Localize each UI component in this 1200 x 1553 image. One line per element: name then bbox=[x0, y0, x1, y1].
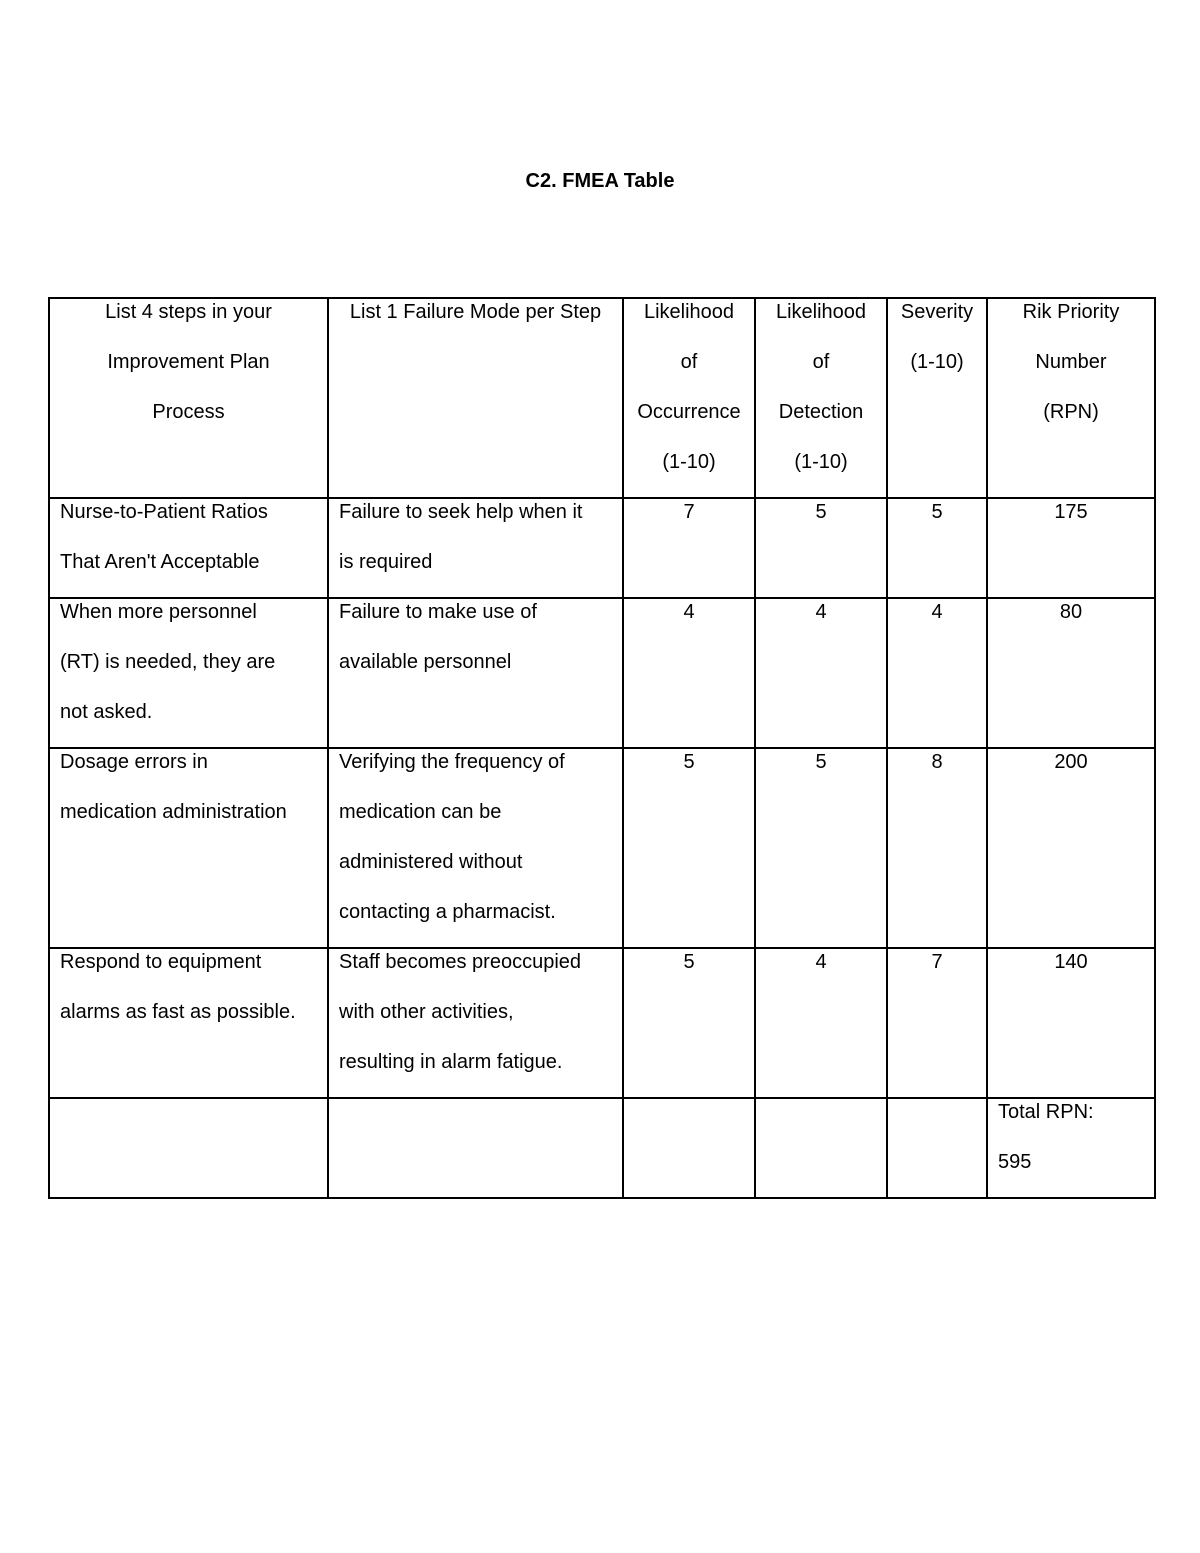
failure-mode-cell bbox=[328, 598, 623, 748]
header-occurrence-line: Likelihood bbox=[643, 301, 735, 323]
step-cell bbox=[49, 598, 328, 748]
step-line: Nurse-to-Patient Ratios bbox=[60, 501, 268, 523]
header-steps bbox=[49, 298, 328, 498]
detection-cell bbox=[755, 498, 887, 598]
failure-mode-line: medication can be bbox=[339, 801, 502, 823]
rpn-cell bbox=[987, 948, 1155, 1098]
step-line: Respond to equipment bbox=[60, 951, 262, 973]
failure-mode-line: contacting a pharmacist. bbox=[339, 901, 556, 923]
occurrence-cell bbox=[623, 748, 755, 948]
step-cell bbox=[49, 748, 328, 948]
rpn-value: 200 bbox=[1054, 751, 1088, 773]
step-line: That Aren't Acceptable bbox=[60, 551, 260, 573]
step-line: not asked. bbox=[60, 701, 153, 723]
header-rpn bbox=[987, 298, 1155, 498]
step-line: Dosage errors in bbox=[60, 751, 208, 773]
failure-mode-cell bbox=[328, 498, 623, 598]
severity-cell bbox=[887, 498, 987, 598]
severity-value: 5 bbox=[931, 501, 943, 523]
occurrence-cell bbox=[623, 948, 755, 1098]
header-failure-mode bbox=[328, 298, 623, 498]
failure-mode-cell bbox=[328, 948, 623, 1098]
empty-cell bbox=[887, 1098, 987, 1198]
step-cell bbox=[49, 948, 328, 1098]
header-steps-line: Process bbox=[152, 401, 225, 423]
header-steps-line: Improvement Plan bbox=[107, 351, 270, 373]
step-line: medication administration bbox=[60, 801, 287, 823]
total-rpn-value: 595 bbox=[998, 1151, 1032, 1173]
failure-mode-line: with other activities, bbox=[339, 1001, 514, 1023]
occurrence-value: 5 bbox=[683, 751, 695, 773]
empty-cell bbox=[623, 1098, 755, 1198]
header-detection-line: (1-10) bbox=[794, 451, 848, 473]
total-rpn-label: Total RPN: bbox=[998, 1101, 1094, 1123]
rpn-value: 140 bbox=[1054, 951, 1088, 973]
rpn-cell bbox=[987, 498, 1155, 598]
failure-mode-line: Failure to seek help when it bbox=[339, 501, 583, 523]
header-failure-mode-line: List 1 Failure Mode per Step bbox=[349, 301, 602, 323]
header-occurrence-line: (1-10) bbox=[662, 451, 716, 473]
detection-value: 4 bbox=[815, 951, 827, 973]
step-line: When more personnel bbox=[60, 601, 257, 623]
rpn-value: 80 bbox=[1059, 601, 1083, 623]
occurrence-value: 4 bbox=[683, 601, 695, 623]
table-row bbox=[49, 498, 1155, 598]
occurrence-cell bbox=[623, 498, 755, 598]
severity-cell bbox=[887, 598, 987, 748]
detection-cell bbox=[755, 948, 887, 1098]
rpn-cell bbox=[987, 598, 1155, 748]
rpn-value: 175 bbox=[1054, 501, 1088, 523]
failure-mode-line: Staff becomes preoccupied bbox=[339, 951, 582, 973]
occurrence-value: 7 bbox=[683, 501, 695, 523]
failure-mode-line: resulting in alarm fatigue. bbox=[339, 1051, 563, 1073]
header-detection-line: of bbox=[812, 351, 830, 373]
severity-value: 8 bbox=[931, 751, 943, 773]
header-steps-line: List 4 steps in your bbox=[105, 301, 272, 323]
occurrence-value: 5 bbox=[683, 951, 695, 973]
empty-cell bbox=[328, 1098, 623, 1198]
header-detection-line: Detection bbox=[778, 401, 864, 423]
failure-mode-line: available personnel bbox=[339, 651, 512, 673]
failure-mode-line: is required bbox=[339, 551, 433, 573]
detection-cell bbox=[755, 748, 887, 948]
header-rpn-line: Number bbox=[1035, 351, 1107, 373]
header-detection-line: Likelihood bbox=[775, 301, 867, 323]
failure-mode-cell bbox=[328, 748, 623, 948]
detection-value: 5 bbox=[815, 751, 827, 773]
total-rpn-cell bbox=[987, 1098, 1155, 1198]
table-row bbox=[49, 598, 1155, 748]
header-severity bbox=[887, 298, 987, 498]
step-line: (RT) is needed, they are bbox=[60, 651, 276, 673]
step-cell bbox=[49, 498, 328, 598]
fmea-table bbox=[48, 297, 1156, 1199]
page-title: C2. FMEA Table bbox=[525, 170, 675, 192]
failure-mode-line: administered without bbox=[339, 851, 523, 873]
detection-value: 5 bbox=[815, 501, 827, 523]
header-severity-line: Severity bbox=[900, 301, 974, 323]
failure-mode-line: Failure to make use of bbox=[339, 601, 537, 623]
total-row bbox=[49, 1098, 1155, 1198]
occurrence-cell bbox=[623, 598, 755, 748]
table-row bbox=[49, 948, 1155, 1098]
detection-value: 4 bbox=[815, 601, 827, 623]
header-occurrence-line: Occurrence bbox=[637, 401, 741, 423]
severity-value: 7 bbox=[931, 951, 943, 973]
header-detection bbox=[755, 298, 887, 498]
failure-mode-line: Verifying the frequency of bbox=[339, 751, 565, 773]
empty-cell bbox=[49, 1098, 328, 1198]
header-rpn-line: Rik Priority bbox=[1022, 301, 1120, 323]
severity-cell bbox=[887, 748, 987, 948]
detection-cell bbox=[755, 598, 887, 748]
table-header-row bbox=[49, 298, 1155, 498]
header-occurrence-line: of bbox=[680, 351, 698, 373]
severity-cell bbox=[887, 948, 987, 1098]
rpn-cell bbox=[987, 748, 1155, 948]
step-line: alarms as fast as possible. bbox=[60, 1001, 296, 1023]
severity-value: 4 bbox=[931, 601, 943, 623]
header-rpn-line: (RPN) bbox=[1043, 401, 1099, 423]
table-row bbox=[49, 748, 1155, 948]
header-severity-line: (1-10) bbox=[910, 351, 964, 373]
empty-cell bbox=[755, 1098, 887, 1198]
header-occurrence bbox=[623, 298, 755, 498]
